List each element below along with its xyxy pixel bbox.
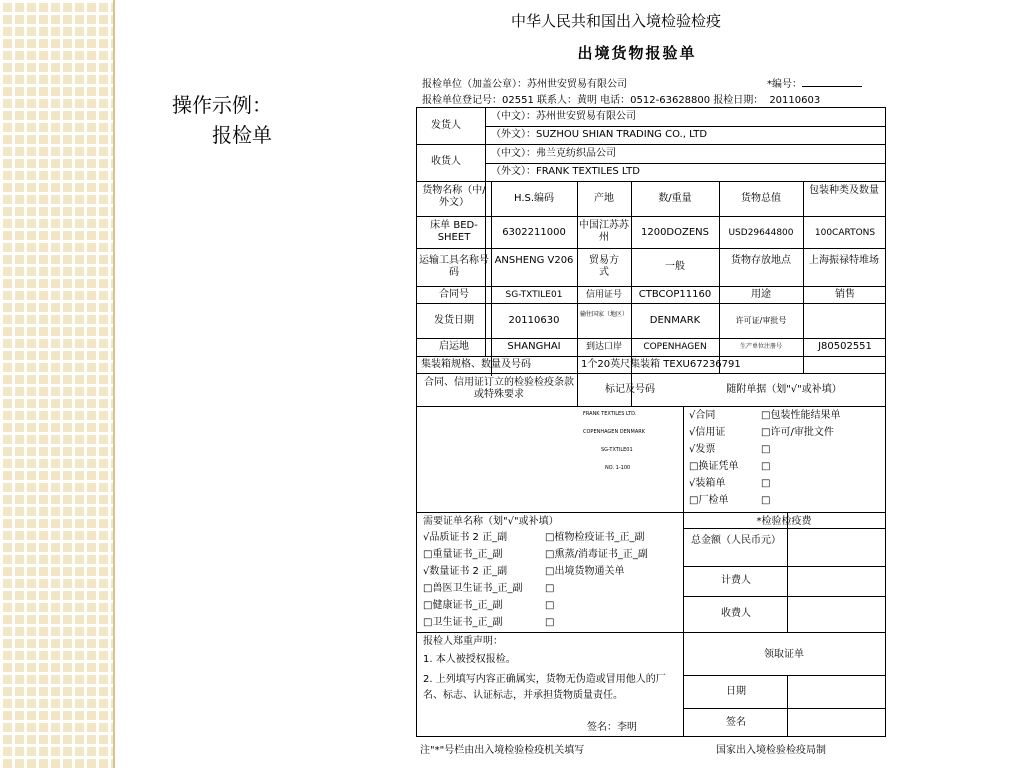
attached-doc-checkbox[interactable]: □ <box>761 478 771 489</box>
transport-value: ANSHENG V206 <box>494 255 574 266</box>
attached-doc-checkbox[interactable]: □厂检单 <box>689 495 729 506</box>
marks-line: FRANK TEXTILES LTD. <box>583 411 637 417</box>
total-amount-label: 总金额（人民币元） <box>691 535 781 546</box>
pattern-divider <box>113 0 115 768</box>
permit-label: 许可证/审批号 <box>735 316 787 325</box>
attached-doc-checkbox[interactable]: √发票 <box>689 444 716 455</box>
certificate-checkbox[interactable]: □健康证书_正_副 <box>423 600 503 611</box>
certificate-checkbox[interactable]: √品质证书 2 正_副 <box>423 532 508 543</box>
caption-line-1: 操作示例： <box>172 93 272 117</box>
shipper-name-cn: （中文）：苏州世安贸易有限公司 <box>491 111 636 122</box>
decorative-pattern <box>0 0 113 768</box>
collect-certs-label: 领取证单 <box>764 649 804 660</box>
goods-header-origin: 产地 <box>594 193 614 204</box>
receipt-date-label: 日期 <box>726 686 746 697</box>
requirements-label: 合同、信用证订立的检验检疫条款或特殊要求 <box>424 377 574 400</box>
contract-label: 合同号 <box>439 289 469 300</box>
declaration-title: 报检人郑重声明： <box>423 636 503 647</box>
declaration-item-1: 1. 本人被授权报检。 <box>423 654 516 665</box>
shipment-date-label: 发货日期 <box>434 315 474 326</box>
goods-packing: 100CARTONS <box>814 228 876 238</box>
trade-mode-label: 贸易方式 <box>589 255 619 278</box>
serial-number: *编号： <box>767 75 862 90</box>
slide-caption <box>172 90 272 150</box>
certificate-checkbox[interactable]: □植物检疫证书_正_副 <box>545 532 645 543</box>
header-row-1 <box>422 75 802 90</box>
container-label: 集装箱规格、数量及号码 <box>421 359 531 370</box>
certificate-checkbox[interactable]: □ <box>545 583 555 594</box>
inspection-fee-label: *检验检疫费 <box>756 516 812 527</box>
certificate-checkbox[interactable]: □ <box>545 617 555 628</box>
goods-name: 床单 BED-SHEET <box>430 220 478 243</box>
goods-origin: 中国江苏苏州 <box>579 220 629 243</box>
receipt-signature-label: 签名 <box>726 717 746 728</box>
goods-header-value: 货物总值 <box>741 193 781 204</box>
consignee-label: 收货人 <box>431 156 461 167</box>
usage-label: 用途 <box>751 289 771 300</box>
goods-header-name: 货物名称（中/外文） <box>422 185 486 208</box>
contract-value: SG-TXTILE01 <box>505 290 563 300</box>
attached-doc-checkbox[interactable]: □ <box>761 461 771 472</box>
required-certs-label: 需要证单名称（划"√"或补填） <box>423 516 559 527</box>
document-subtitle: 出境货物报验单 <box>577 44 697 62</box>
transport-label: 运输工具名称号码 <box>419 255 489 278</box>
fee-calculator-label: 计费人 <box>721 575 751 586</box>
goods-header-hs: H.S.编码 <box>513 193 555 204</box>
shipper-name-en: （外文）：SUZHOU SHIAN TRADING CO., LTD <box>491 129 708 140</box>
storage-value: 上海振禄特堆场 <box>809 255 879 266</box>
container-value: 1个20英尺集装箱 TEXU67236791 <box>581 359 741 370</box>
attached-docs-label: 随附单据（划"√"或补填） <box>726 384 842 395</box>
goods-quantity: 1200DOZENS <box>640 227 710 238</box>
attached-doc-checkbox[interactable]: □包装性能结果单 <box>761 410 841 421</box>
footer-issuer: 国家出入境检验检疫局制 <box>716 745 826 756</box>
document-title: 中华人民共和国出入境检验检疫 <box>510 12 721 30</box>
attached-doc-checkbox[interactable]: √装箱单 <box>689 478 726 489</box>
goods-hs-code: 6302211000 <box>502 227 566 238</box>
registration-info: 报检单位登记号：02551 联系人：黄明 电话：0512-63628800 报检日期： <box>422 95 764 106</box>
certificate-checkbox[interactable]: □出境货物通关单 <box>545 566 625 577</box>
marks-label: 标记及号码 <box>605 384 655 395</box>
attached-doc-checkbox[interactable]: □ <box>761 495 771 506</box>
destination-value: DENMARK <box>649 315 701 326</box>
consignee-name-en: （外文）：FRANK TEXTILES LTD <box>491 166 640 177</box>
certificate-checkbox[interactable]: √数量证书 2 正_副 <box>423 566 508 577</box>
goods-value: USD29644800 <box>728 228 794 238</box>
lc-value: CTBCOP11160 <box>638 289 712 300</box>
marks-line: NO. 1-100 <box>605 465 631 471</box>
certificate-checkbox[interactable]: □ <box>545 600 555 611</box>
attached-doc-checkbox[interactable]: √信用证 <box>689 427 726 438</box>
header-row-2 <box>422 91 820 106</box>
certificate-checkbox[interactable]: □熏蒸/消毒证书_正_副 <box>545 549 648 560</box>
shipment-date-value: 20110630 <box>508 315 560 326</box>
inspection-date: 20110603 <box>769 95 821 106</box>
goods-header-packing: 包装种类及数量 <box>809 185 879 196</box>
arrival-port-label: 到达口岸 <box>585 342 622 352</box>
trade-mode-value: 一般 <box>665 261 685 272</box>
declaration-item-2: 2. 上列填写内容正确属实，货物无伪造或冒用他人的厂名、标志、认证标志，并承担货物质量责任。 <box>423 674 666 701</box>
declarant-signature: 签名：李明 <box>587 722 637 733</box>
certificate-checkbox[interactable]: □兽医卫生证书_正_副 <box>423 583 523 594</box>
caption-line-2: 报检单 <box>212 123 272 147</box>
attached-doc-checkbox[interactable]: □ <box>761 444 771 455</box>
fee-collector-label: 收费人 <box>721 608 751 619</box>
inspection-form <box>416 107 886 737</box>
shipper-label: 发货人 <box>431 120 461 131</box>
consignee-name-cn: （中文）：弗兰克纺织品公司 <box>491 148 616 159</box>
storage-label: 货物存放地点 <box>731 255 791 266</box>
departure-label: 启运地 <box>439 341 469 352</box>
marks-line: SG-TXTILE01 <box>601 447 633 453</box>
destination-label: 输往国家（地区） <box>579 311 628 318</box>
attached-doc-checkbox[interactable]: □换证凭单 <box>689 461 739 472</box>
attached-doc-checkbox[interactable]: □许可/审批文件 <box>761 427 834 438</box>
producer-reg-label: 生产单位注册号 <box>739 343 782 350</box>
attached-doc-checkbox[interactable]: √合同 <box>689 410 716 421</box>
producer-reg-value: J80502551 <box>818 341 872 352</box>
footer-note: 注"*"号栏由出入境检验检疫机关填写 <box>420 745 585 756</box>
lc-label: 信用证号 <box>585 290 622 300</box>
certificate-checkbox[interactable]: □卫生证书_正_副 <box>423 617 503 628</box>
usage-value: 销售 <box>835 289 855 300</box>
arrival-port-value: COPENHAGEN <box>643 342 707 352</box>
applicant-unit: 报检单位（加盖公章）：苏州世安贸易有限公司 <box>422 79 627 90</box>
goods-header-quantity: 数/重量 <box>658 193 692 204</box>
departure-value: SHANGHAI <box>507 341 561 352</box>
marks-line: COPENHAGEN DENMARK <box>583 429 646 435</box>
certificate-checkbox[interactable]: □重量证书_正_副 <box>423 549 503 560</box>
